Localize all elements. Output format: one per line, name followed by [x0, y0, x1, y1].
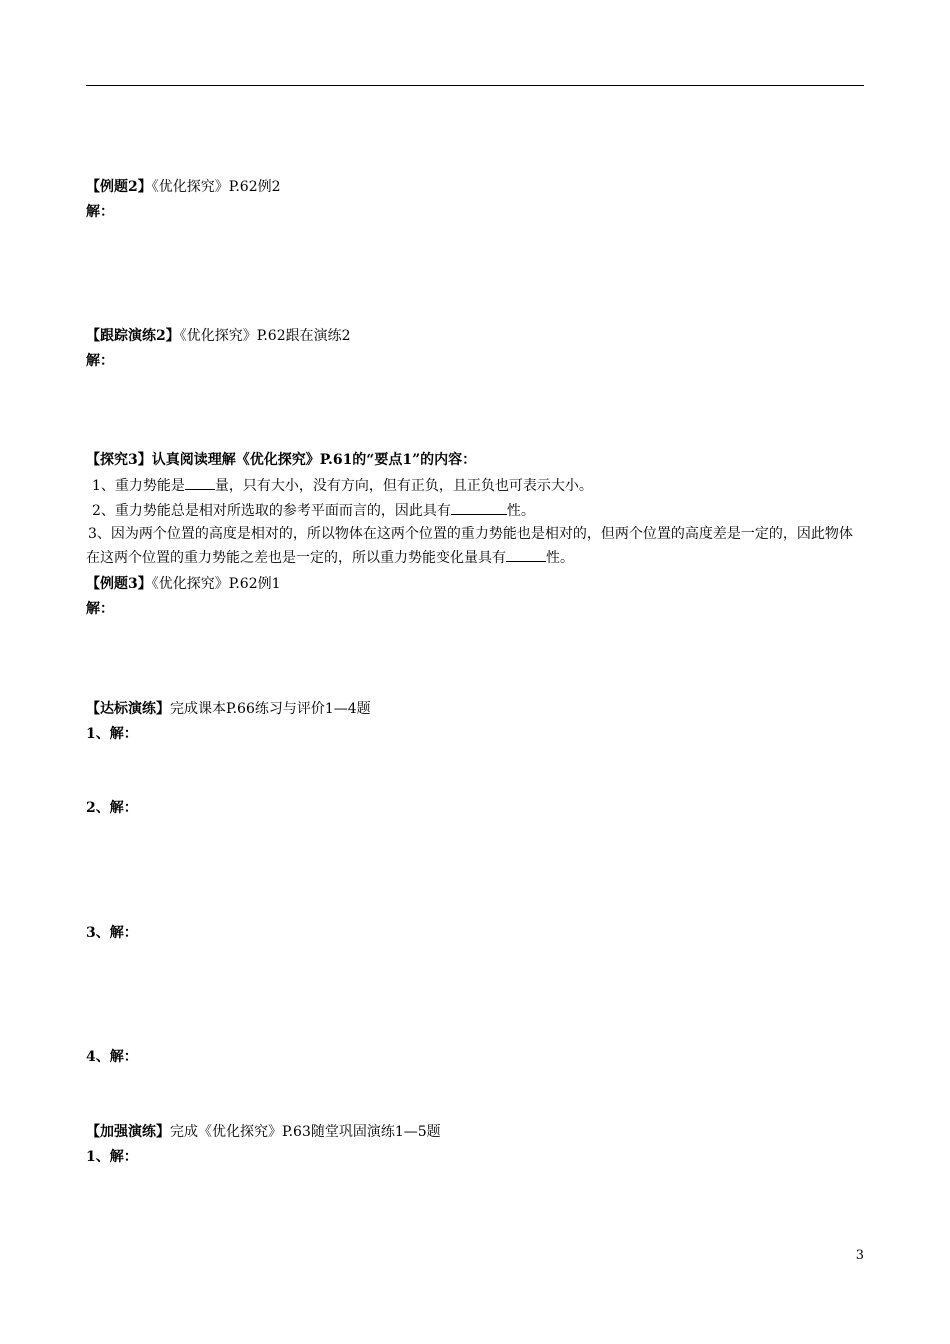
answer-blank[interactable] [185, 475, 215, 490]
page-number: 3 [855, 1248, 864, 1263]
standard-answer-2: 2、解： [86, 800, 138, 816]
example2-line [86, 177, 281, 197]
strengthen-answer-1: 1、解： [86, 1149, 138, 1165]
standard-answer-3: 3、解： [86, 925, 138, 941]
explore3-item1: 1、重力势能是 量，只有大小，没有方向，但有正负，且正负也可表示大小。 [92, 475, 593, 496]
strengthen-tag: 【加强演练】 [86, 1124, 170, 1140]
strengthen-line [86, 1122, 441, 1142]
explore3-item2: 2、重力势能总是相对所选取的参考平面而言的，因此具有 性。 [92, 500, 535, 521]
standard-tag: 【达标演练】 [86, 701, 170, 717]
explore3-heading: 【探究3】认真阅读理解《优化探究》P.61的“要点1”的内容： [86, 452, 477, 468]
example3-line [86, 574, 281, 594]
follow2-tag: 【跟踪演练2】 [86, 328, 180, 344]
header-rule [86, 85, 864, 86]
example3-solve: 解： [86, 601, 114, 617]
strengthen-text: 完成《优化探究》P.63随堂巩固演练1—5题 [170, 1124, 441, 1140]
follow2-text: 《优化探究》P.62跟在演练2 [179, 328, 351, 344]
standard-answer-1: 1、解： [86, 726, 138, 742]
example3-tag: 【例题3】 [86, 576, 152, 592]
explore3-item3: 3、因为两个位置的高度是相对的，所以物体在这两个位置的重力势能也是相对的，但两个位置的高度差是一定的，因此物体在这两个位置的重力势能之差也是一定的，所以重力势能变化量具有 性。 [86, 526, 853, 566]
example2-text: 《优化探究》P.62例2 [151, 179, 281, 195]
standard-line [86, 699, 371, 719]
example3-text: 《优化探究》P.62例1 [151, 576, 281, 592]
follow2-line [86, 326, 351, 346]
standard-text: 完成课本P.66练习与评价1—4题 [170, 701, 371, 717]
follow2-solve: 解： [86, 353, 114, 369]
answer-blank[interactable] [451, 500, 507, 515]
example2-tag: 【例题2】 [86, 179, 152, 195]
answer-blank[interactable] [506, 547, 546, 562]
standard-answer-4: 4、解： [86, 1049, 138, 1065]
example2-solve: 解： [86, 204, 114, 220]
